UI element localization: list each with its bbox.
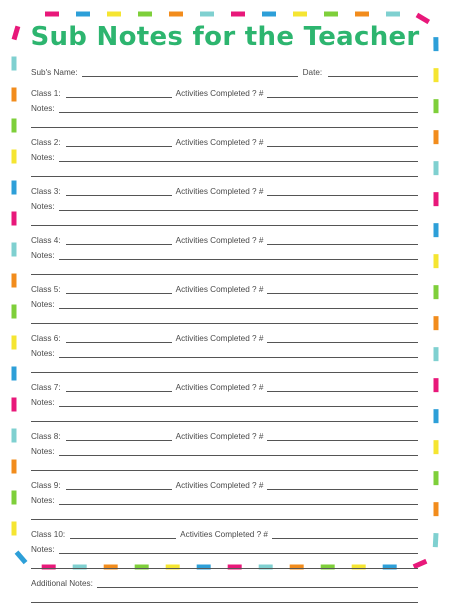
class-label: Class 3: [31,187,61,196]
class-label: Class 10: [31,530,65,539]
notes-label: Notes: [31,349,55,358]
subs-name-line[interactable] [82,67,298,77]
notes-line-2[interactable] [31,412,418,422]
date-label: Date: [303,68,323,77]
activities-label: Activities Completed ? # [172,481,268,490]
notes-label: Notes: [31,202,55,211]
class-row [31,524,418,539]
notes-line[interactable] [59,152,418,162]
activities-label: Activities Completed ? # [172,285,268,294]
notes-row-2 [31,554,418,569]
class-block [31,524,418,573]
notes-label: Notes: [31,398,55,407]
class-block [31,181,418,230]
activities-line[interactable] [267,137,418,147]
class-name-line[interactable] [70,529,176,539]
notes-line-2[interactable] [31,167,418,177]
class-name-line[interactable] [66,235,172,245]
class-number: 6 [54,334,59,343]
additional-notes-row-2 [31,588,418,603]
class-name-line[interactable] [66,284,172,294]
class-number: 3 [54,187,59,196]
class-label: Class 7: [31,383,61,392]
class-number: 2 [54,138,59,147]
notes-line-2[interactable] [31,118,418,128]
notes-line[interactable] [59,250,418,260]
notes-line[interactable] [59,201,418,211]
notes-row-2 [31,260,418,275]
activities-label: Activities Completed ? # [172,236,268,245]
class-label: Class 1: [31,89,61,98]
activities-line[interactable] [267,235,418,245]
notes-row [31,343,418,358]
notes-line-2[interactable] [31,461,418,471]
class-label-prefix: Class [31,530,51,539]
class-label-prefix: Class [31,187,51,196]
class-name-line[interactable] [66,186,172,196]
notes-line-2[interactable] [31,265,418,275]
activities-label: Activities Completed ? # [172,334,268,343]
notes-line[interactable] [59,299,418,309]
notes-line-2[interactable] [31,216,418,226]
class-row [31,181,418,196]
class-label: Class 4: [31,236,61,245]
notes-label: Notes: [31,447,55,456]
class-block [31,328,418,377]
activities-line[interactable] [267,382,418,392]
activities-line[interactable] [272,529,418,539]
border-dash [417,15,429,22]
class-label-prefix: Class [31,236,51,245]
class-block [31,279,418,328]
additional-notes-line-2[interactable] [31,593,418,603]
class-list [31,83,418,573]
notes-label: Notes: [31,104,55,113]
class-name-line[interactable] [66,333,172,343]
notes-row [31,539,418,554]
notes-row-2 [31,505,418,520]
activities-line[interactable] [267,88,418,98]
class-block [31,377,418,426]
class-row [31,328,418,343]
subs-name-label: Sub's Name: [31,68,78,77]
activities-label: Activities Completed ? # [172,432,268,441]
class-label: Class 5: [31,285,61,294]
notes-label: Notes: [31,300,55,309]
class-label-prefix: Class [31,334,51,343]
notes-label: Notes: [31,545,55,554]
class-name-line[interactable] [66,431,172,441]
notes-line-2[interactable] [31,559,418,569]
class-label-prefix: Class [31,138,51,147]
class-row [31,132,418,147]
class-label-prefix: Class [31,89,51,98]
class-label-prefix: Class [31,481,51,490]
class-row [31,475,418,490]
notes-row [31,196,418,211]
class-block [31,83,418,132]
notes-line-2[interactable] [31,363,418,373]
notes-row [31,98,418,113]
class-name-line[interactable] [66,137,172,147]
notes-row [31,245,418,260]
notes-label: Notes: [31,251,55,260]
border-dash [435,533,436,547]
class-number: 4 [54,236,59,245]
activities-line[interactable] [267,186,418,196]
class-name-line[interactable] [66,382,172,392]
notes-line[interactable] [59,397,418,407]
class-number: 8 [54,432,59,441]
notes-row [31,294,418,309]
form-body [31,62,418,603]
notes-line-2[interactable] [31,510,418,520]
class-block [31,230,418,279]
activities-label: Activities Completed ? # [172,383,268,392]
activities-label: Activities Completed ? # [172,89,268,98]
class-label: Class 2: [31,138,61,147]
notes-row [31,490,418,505]
activities-label: Activities Completed ? # [176,530,272,539]
class-label: Class 8: [31,432,61,441]
class-label-prefix: Class [31,432,51,441]
activities-label: Activities Completed ? # [172,187,268,196]
notes-row-2 [31,162,418,177]
class-label-prefix: Class [31,383,51,392]
class-block [31,475,418,524]
notes-row [31,147,418,162]
class-label-prefix: Class [31,285,51,294]
notes-row [31,392,418,407]
notes-row-2 [31,113,418,128]
class-name-line[interactable] [66,480,172,490]
notes-line[interactable] [59,495,418,505]
class-row [31,279,418,294]
class-label: Class 9: [31,481,61,490]
date-line[interactable] [328,67,418,77]
notes-line[interactable] [59,103,418,113]
page-title: Sub Notes for the Teacher [0,22,450,52]
class-number: 5 [54,285,59,294]
class-name-line[interactable] [66,88,172,98]
class-number: 10 [54,530,63,539]
class-block [31,426,418,475]
notes-row [31,441,418,456]
activities-line[interactable] [267,431,418,441]
notes-row-2 [31,211,418,226]
notes-label: Notes: [31,496,55,505]
notes-row-2 [31,309,418,324]
class-number: 9 [54,481,59,490]
class-row [31,230,418,245]
notes-label: Notes: [31,153,55,162]
subs-name-row [31,62,418,77]
activities-line[interactable] [267,333,418,343]
class-row [31,426,418,441]
notes-row-2 [31,407,418,422]
notes-line[interactable] [59,544,418,554]
class-block [31,132,418,181]
additional-notes-line[interactable] [97,578,418,588]
activities-line[interactable] [267,480,418,490]
additional-notes-label: Additional Notes: [31,579,93,588]
border-dash [17,552,26,562]
notes-line[interactable] [59,348,418,358]
class-number: 7 [54,383,59,392]
notes-line-2[interactable] [31,314,418,324]
notes-row-2 [31,456,418,471]
class-row [31,377,418,392]
class-label: Class 6: [31,334,61,343]
class-row [31,83,418,98]
notes-row-2 [31,358,418,373]
activities-label: Activities Completed ? # [172,138,268,147]
notes-line[interactable] [59,446,418,456]
activities-line[interactable] [267,284,418,294]
class-number: 1 [54,89,59,98]
